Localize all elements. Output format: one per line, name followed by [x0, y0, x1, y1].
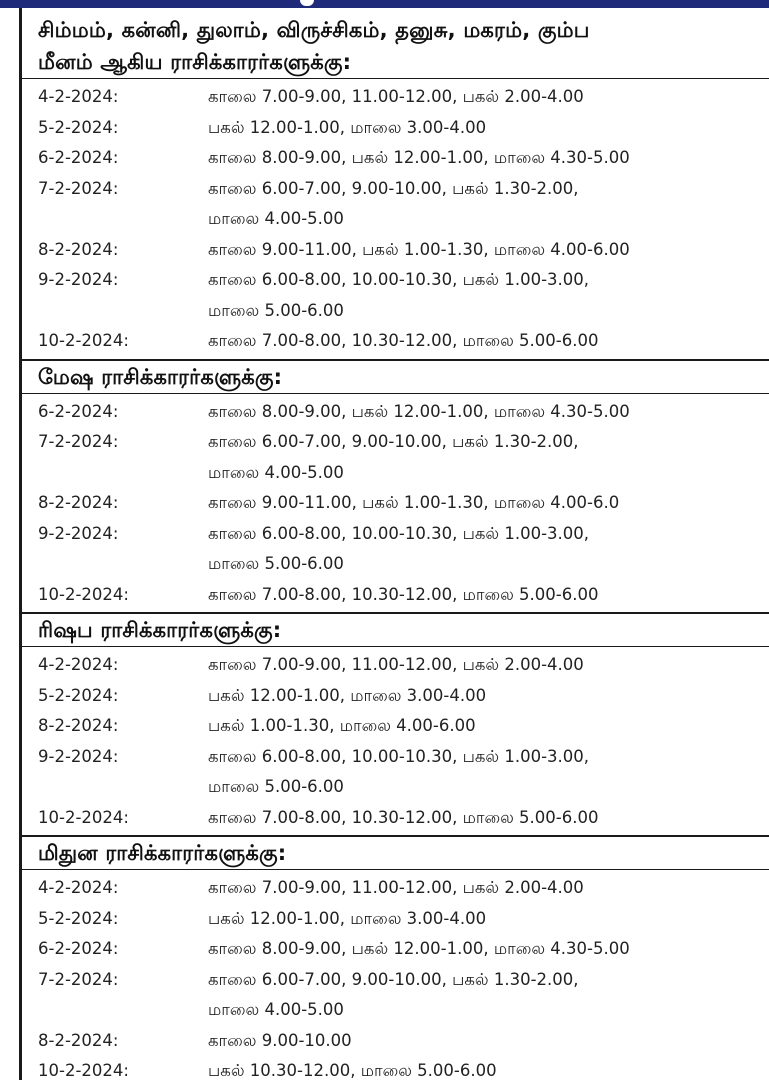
section-heading-continued: மீனம் ஆகிய ராசிக்காரர்களுக்கு: [22, 46, 769, 79]
row-times: மாலை 4.00-5.00 [208, 209, 344, 228]
schedule-row [22, 458, 769, 489]
row-times: காலை 7.00-8.00, 10.30-12.00, மாலை 5.00-6.00 [208, 331, 599, 350]
row-date: 9-2-2024: [38, 523, 119, 543]
row-times: காலை 6.00-8.00, 10.00-10.30, பகல் 1.00-3.00, [208, 746, 590, 766]
row-date: 6-2-2024: [38, 148, 119, 167]
schedule-row [22, 1026, 769, 1057]
row-times: மாலை 4.00-5.00 [208, 1000, 344, 1019]
banner-notch [300, 0, 314, 6]
schedule-row [22, 904, 769, 935]
row-date: 10-2-2024: [38, 1061, 129, 1080]
row-date: 6-2-2024: [38, 401, 119, 421]
row-date: 10-2-2024: [38, 331, 129, 350]
row-date: 8-2-2024: [38, 493, 119, 512]
schedule-row [22, 742, 769, 773]
row-times: மாலை 4.00-5.00 [208, 462, 344, 482]
row-times: பகல் 12.00-1.00, மாலை 3.00-4.00 [208, 908, 487, 928]
row-times: காலை 7.00-9.00, 11.00-12.00, பகல் 2.00-4.00 [208, 878, 584, 897]
row-date: 6-2-2024: [38, 939, 119, 958]
row-date: 4-2-2024: [38, 87, 119, 106]
row-times: மாலை 5.00-6.00 [208, 777, 344, 796]
row-times: காலை 6.00-8.00, 10.00-10.30, பகல் 1.00-3.00, [208, 270, 590, 289]
schedule-row [22, 1056, 769, 1080]
row-times: பகல் 1.00-1.30, மாலை 4.00-6.00 [208, 716, 476, 735]
row-times: காலை 9.00-10.00 [208, 1030, 352, 1050]
section-mesham [22, 361, 769, 615]
row-date [22, 204, 188, 235]
schedule-row [22, 174, 769, 205]
row-date [22, 995, 188, 1026]
row-date [22, 772, 188, 803]
row-times: பகல் 10.30-12.00, மாலை 5.00-6.00 [208, 1061, 497, 1080]
schedule-row [22, 143, 769, 174]
row-date: 4-2-2024: [38, 655, 119, 674]
row-date: 8-2-2024: [38, 239, 119, 259]
row-times: காலை 6.00-8.00, 10.00-10.30, பகல் 1.00-3.00, [208, 523, 590, 543]
row-times: மாலை 5.00-6.00 [208, 554, 344, 573]
schedule-row [22, 397, 769, 428]
schedule-row [22, 488, 769, 519]
row-date: 8-2-2024: [38, 1030, 119, 1050]
section-simmam-group [22, 8, 769, 361]
section-heading: ரிஷப ராசிக்காரர்களுக்கு: [22, 614, 769, 647]
schedule-row [22, 965, 769, 996]
schedule-row [22, 519, 769, 550]
row-date: 7-2-2024: [38, 178, 119, 198]
schedule-row [22, 265, 769, 296]
row-date: 5-2-2024: [38, 908, 119, 928]
schedule-row [22, 934, 769, 965]
row-date: 10-2-2024: [38, 807, 129, 827]
schedule-row [22, 113, 769, 144]
schedule-row [22, 427, 769, 458]
section-heading: சிம்மம், கன்னி, துலாம், விருச்சிகம், தனுசு, மகரம், கும்ப [38, 18, 590, 42]
row-times: காலை 6.00-7.00, 9.00-10.00, பகல் 1.30-2.00, [208, 432, 579, 451]
row-date: 4-2-2024: [38, 878, 119, 897]
schedule-row [22, 873, 769, 904]
row-times: காலை 7.00-8.00, 10.30-12.00, மாலை 5.00-6.00 [208, 584, 599, 604]
row-date [22, 458, 188, 489]
schedule-row [22, 549, 769, 580]
section-heading: மேஷ ராசிக்காரர்களுக்கு: [22, 361, 769, 394]
row-times: காலை 6.00-7.00, 9.00-10.00, பகல் 1.30-2.00, [208, 969, 579, 989]
row-date: 7-2-2024: [38, 432, 119, 451]
schedule-box [19, 8, 769, 1080]
row-times: மாலை 5.00-6.00 [208, 300, 344, 320]
row-times: காலை 6.00-7.00, 9.00-10.00, பகல் 1.30-2.00, [208, 178, 579, 198]
schedule-row [22, 711, 769, 742]
top-banner-strip [0, 0, 769, 8]
row-date [22, 549, 188, 580]
row-times: காலை 7.00-9.00, 11.00-12.00, பகல் 2.00-4.00 [208, 655, 584, 674]
row-date: 5-2-2024: [38, 685, 119, 705]
schedule-row [22, 681, 769, 712]
row-times: காலை 9.00-11.00, பகல் 1.00-1.30, மாலை 4.00-6.00 [208, 239, 630, 259]
row-date: 10-2-2024: [38, 584, 129, 604]
row-date: 9-2-2024: [38, 270, 119, 289]
row-date [22, 296, 188, 327]
schedule-row [22, 580, 769, 611]
row-date: 5-2-2024: [38, 117, 119, 137]
row-times: காலை 7.00-8.00, 10.30-12.00, மாலை 5.00-6.00 [208, 807, 599, 827]
schedule-row [22, 650, 769, 681]
schedule-row [22, 204, 769, 235]
row-times: பகல் 12.00-1.00, மாலை 3.00-4.00 [208, 685, 487, 705]
schedule-row [22, 82, 769, 113]
schedule-row [22, 296, 769, 327]
row-date: 7-2-2024: [38, 969, 119, 989]
row-times: காலை 8.00-9.00, பகல் 12.00-1.00, மாலை 4.30-5.00 [208, 401, 630, 421]
section-rishabam [22, 614, 769, 837]
section-mithunam [22, 837, 769, 1080]
section-heading: மிதுன ராசிக்காரர்களுக்கு: [22, 837, 769, 870]
row-times: காலை 8.00-9.00, பகல் 12.00-1.00, மாலை 4.30-5.00 [208, 148, 630, 167]
schedule-row [22, 995, 769, 1026]
row-times: காலை 7.00-9.00, 11.00-12.00, பகல் 2.00-4.00 [208, 87, 584, 106]
row-date: 8-2-2024: [38, 716, 119, 735]
schedule-row [22, 235, 769, 266]
schedule-row [22, 803, 769, 834]
row-times: காலை 8.00-9.00, பகல் 12.00-1.00, மாலை 4.30-5.00 [208, 939, 630, 958]
row-times: காலை 9.00-11.00, பகல் 1.00-1.30, மாலை 4.00-6.0 [208, 493, 620, 512]
row-date: 9-2-2024: [38, 746, 119, 766]
schedule-row [22, 326, 769, 357]
schedule-row [22, 772, 769, 803]
row-times: பகல் 12.00-1.00, மாலை 3.00-4.00 [208, 117, 487, 137]
